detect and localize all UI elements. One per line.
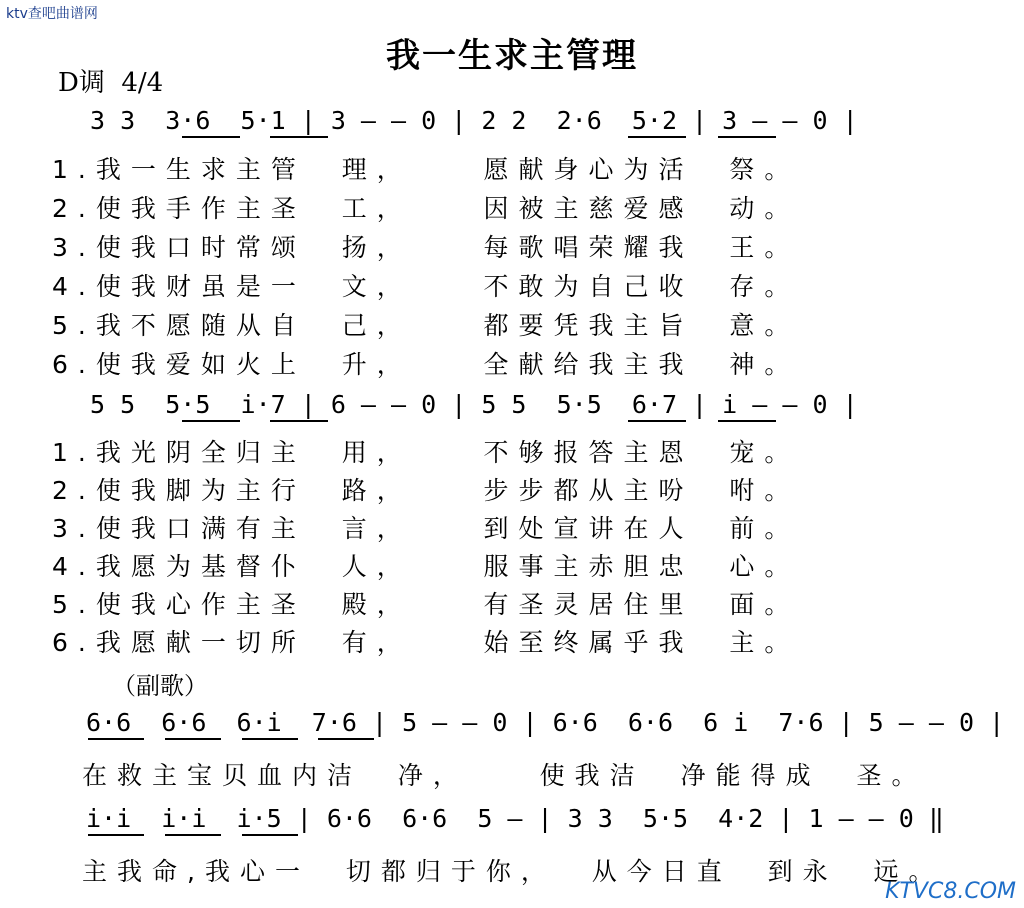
beam-underline [182, 136, 240, 138]
chorus-notes-line-1: 6·6 6·6 6·i 7·6 | 5 — — 0 | 6·6 6·6 6 i 7·6 | 5 — — 0 | [86, 708, 1005, 737]
lyric-verse-2a: 2.使我手作主圣 工， 因被主慈爱感 动。 [52, 194, 800, 223]
notes-line-2: 5 5 5·5 i·7 | 6 — — 0 | 5 5 5·5 6·7 | i — — 0 | [90, 390, 858, 419]
lyric-verse-6b: 6.我愿献一切所 有， 始至终属乎我 主。 [52, 628, 800, 657]
beam-underline [718, 420, 776, 422]
lyric-verse-5a: 5.我不愿随从自 己， 都要凭我主旨 意。 [52, 311, 800, 340]
beam-underline [270, 420, 328, 422]
beam-underline [242, 738, 298, 740]
lyric-verse-5b: 5.使我心作主圣 殿， 有圣灵居住里 面。 [52, 590, 800, 619]
beam-underline [88, 738, 144, 740]
key-signature: D调 4/4 [58, 68, 164, 98]
beam-underline [270, 136, 328, 138]
beam-underline [165, 834, 221, 836]
beam-underline [182, 420, 240, 422]
lyric-verse-3a: 3.使我口时常颂 扬， 每歌唱荣耀我 王。 [52, 233, 800, 262]
lyric-verse-6a: 6.使我爱如火上 升， 全献给我主我 神。 [52, 350, 800, 379]
site-watermark-top: ktv查吧曲谱网 [6, 6, 98, 22]
lyric-verse-2b: 2.使我脚为主行 路， 步步都从主吩 咐。 [52, 476, 800, 505]
chorus-lyrics-line-1: 在救主宝贝血内洁 净， 使我洁 净能得成 圣。 [82, 761, 927, 790]
beam-underline [628, 420, 686, 422]
lyric-verse-4b: 4.我愿为基督仆 人， 服事主赤胆忠 心。 [52, 552, 800, 581]
beam-underline [318, 738, 374, 740]
lyric-verse-1a: 1.我一生求主管 理， 愿献身心为活 祭。 [52, 155, 800, 184]
song-title: 我一生求主管理 [386, 36, 638, 76]
beam-underline [242, 834, 298, 836]
beam-underline [88, 834, 144, 836]
chorus-notes-line-2: i·i i·i i·5 | 6·6 6·6 5 — | 3 3 5·5 4·2 | 1 — — 0 ‖ [86, 804, 944, 833]
site-watermark-bottom: KTVC8.COM [885, 879, 1016, 904]
chorus-label: （副歌） [112, 672, 208, 700]
lyric-verse-4a: 4.使我财虽是一 文， 不敢为自己收 存。 [52, 272, 800, 301]
beam-underline [165, 738, 221, 740]
beam-underline [628, 136, 686, 138]
lyric-verse-1b: 1.我光阴全归主 用， 不够报答主恩 宠。 [52, 438, 800, 467]
notes-line-1: 3 3 3·6 5·1 | 3 — — 0 | 2 2 2·6 5·2 | 3 — — 0 | [90, 106, 858, 135]
lyric-verse-3b: 3.使我口满有主 言， 到处宣讲在人 前。 [52, 514, 800, 543]
chorus-lyrics-line-2: 主我命,我心一 切都归于你， 从今日直 到永 远。 [82, 857, 944, 886]
beam-underline [718, 136, 776, 138]
